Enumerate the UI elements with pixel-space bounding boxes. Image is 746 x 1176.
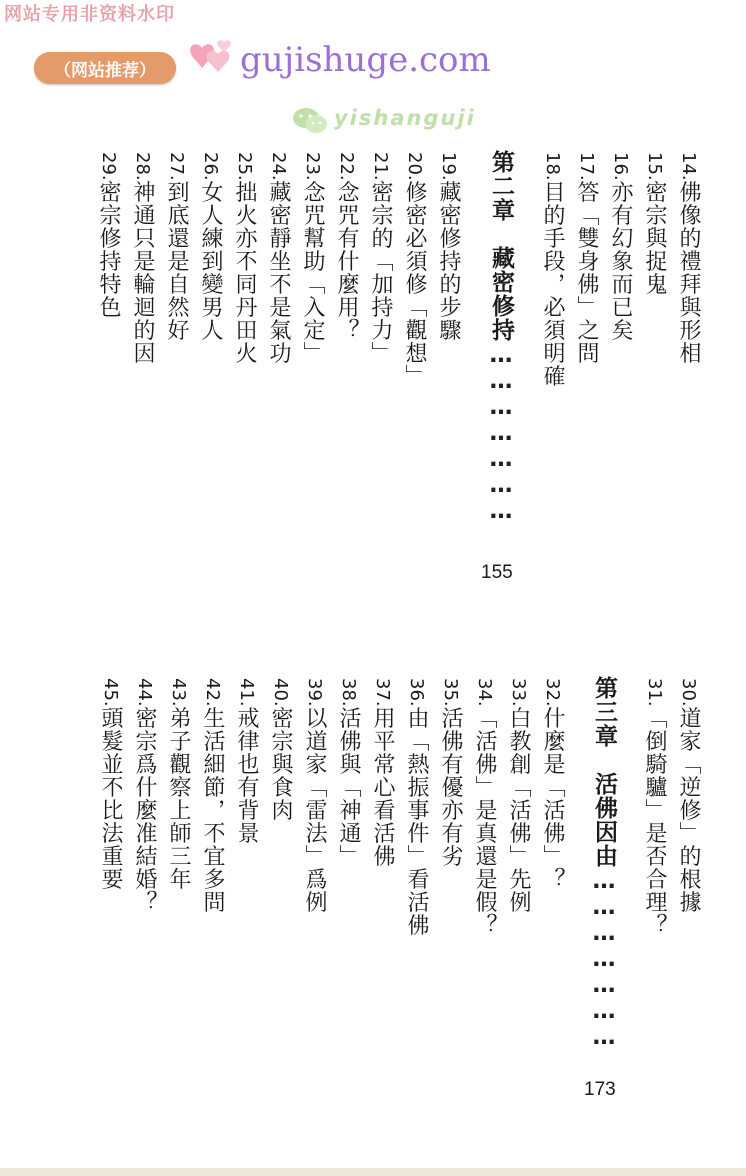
entry-title: 生活細節，不宜多問 [200, 706, 225, 914]
entry-title: 什麼是「活佛」？ [540, 706, 565, 891]
toc-entry-16[interactable] [605, 152, 635, 342]
toc-entry-36[interactable] [401, 678, 431, 937]
toc-entry-14[interactable] [673, 152, 703, 365]
entry-title: 目的手段，必須明確 [540, 180, 565, 388]
entry-number: 24. [268, 152, 289, 181]
toc-entry-28[interactable] [127, 152, 157, 365]
entry-number: 42. [202, 678, 223, 707]
entry-title: 密宗爲什麼准結婚？ [132, 706, 157, 914]
toc-entry-34[interactable] [469, 678, 499, 937]
chapter-2-page-number: 155 [481, 562, 513, 583]
site-url-link[interactable]: gujishuge.com [240, 40, 491, 80]
entry-number: 30. [678, 678, 699, 707]
entry-number: 19. [438, 152, 459, 181]
entry-title: 藏密修持的步驟 [436, 180, 461, 342]
toc-entry-45[interactable] [95, 678, 125, 891]
wechat-icon [292, 106, 328, 136]
entry-number: 44. [134, 678, 155, 707]
entry-title: 活佛與「神通」 [336, 706, 361, 868]
toc-entry-23[interactable] [297, 152, 327, 365]
entry-number: 39. [304, 678, 325, 707]
entry-number: 22. [336, 152, 357, 181]
entry-title: 密宗與捉鬼 [642, 180, 667, 296]
toc-entry-38[interactable] [333, 678, 363, 868]
toc-entry-29[interactable] [93, 152, 123, 319]
entry-title: 密宗的「加持力」 [368, 180, 393, 365]
entry-title: 答「雙身佛」之問 [574, 180, 599, 365]
hearts-icon [188, 38, 236, 82]
toc-entry-24[interactable] [263, 152, 293, 365]
wechat-id-text: yishanguji [334, 106, 476, 130]
entry-number: 15. [644, 152, 665, 181]
chapter-title: 第二章 藏密修持 [488, 150, 514, 342]
entry-title: 女人練到變男人 [198, 180, 223, 342]
entry-number: 38. [338, 678, 359, 707]
entry-title: 修密必須修「觀想」 [402, 180, 427, 388]
entry-title: 白教創「活佛」先例 [506, 706, 531, 914]
page-bottom-edge [0, 1168, 746, 1176]
entry-number: 28. [132, 152, 153, 181]
entry-number: 31. [644, 678, 665, 707]
toc-entry-43[interactable] [163, 678, 193, 891]
entry-title: 弟子觀察上師三年 [166, 706, 191, 891]
entry-title: 藏密靜坐不是氣功 [266, 180, 291, 365]
watermark-text: 网站专用非资料水印 [4, 4, 175, 25]
entry-title: 佛像的禮拜與形相 [676, 180, 701, 365]
entry-title: 念咒有什麼用？ [334, 180, 359, 342]
toc-entry-35[interactable] [435, 678, 465, 868]
leader-dots: ………………… [591, 868, 617, 1050]
entry-number: 40. [270, 678, 291, 707]
toc-entry-26[interactable] [195, 152, 225, 342]
toc-entry-39[interactable] [299, 678, 329, 914]
entry-number: 17. [576, 152, 597, 181]
entry-number: 27. [166, 152, 187, 181]
toc-entry-27[interactable] [161, 152, 191, 342]
toc-entry-25[interactable] [229, 152, 259, 365]
toc-entry-30[interactable] [673, 678, 703, 914]
entry-title: 到底還是自然好 [164, 180, 189, 342]
toc-entry-37[interactable] [367, 678, 397, 868]
toc-entry-40[interactable] [265, 678, 295, 822]
entry-title: 「倒騎驢」是否合理？ [642, 706, 667, 937]
entry-number: 26. [200, 152, 221, 181]
entry-title: 由「熱振事件」看活佛 [404, 706, 429, 937]
toc-entry-21[interactable] [365, 152, 395, 365]
entry-number: 18. [542, 152, 563, 181]
entry-title: 拙火亦不同丹田火 [232, 180, 257, 365]
toc-entry-32[interactable] [537, 678, 567, 891]
toc-entry-41[interactable] [231, 678, 261, 845]
entry-title: 用平常心看活佛 [370, 706, 395, 868]
toc-entry-42[interactable] [197, 678, 227, 914]
entry-number: 21. [370, 152, 391, 181]
entry-title: 「活佛」是真還是假？ [472, 706, 497, 937]
toc-entry-17[interactable] [571, 152, 601, 365]
entry-title: 神通只是輪迴的因 [130, 180, 155, 365]
entry-title: 念咒幫助「入定」 [300, 180, 325, 365]
chapter-3-heading[interactable] [589, 676, 619, 1076]
chapter-2-heading[interactable] [486, 150, 516, 560]
entry-title: 活佛有優亦有劣 [438, 706, 463, 868]
entry-title: 亦有幻象而已矣 [608, 180, 633, 342]
entry-number: 33. [508, 678, 529, 707]
toc-entry-44[interactable] [129, 678, 159, 914]
toc-entry-31[interactable] [639, 678, 669, 937]
chapter-title: 第三章 活佛因由 [591, 676, 617, 868]
toc-entry-15[interactable] [639, 152, 669, 296]
entry-number: 36. [406, 678, 427, 707]
entry-number: 16. [610, 152, 631, 181]
entry-title: 密宗修持特色 [96, 180, 121, 319]
entry-title: 以道家「雷法」爲例 [302, 706, 327, 914]
entry-number: 35. [440, 678, 461, 707]
entry-number: 29. [98, 152, 119, 181]
entry-number: 34. [474, 678, 495, 707]
entry-number: 41. [236, 678, 257, 707]
toc-entry-22[interactable] [331, 152, 361, 342]
entry-number: 23. [302, 152, 323, 181]
entry-number: 37. [372, 678, 393, 707]
entry-number: 43. [168, 678, 189, 707]
leader-dots: ………………… [488, 342, 514, 524]
toc-entry-19[interactable] [433, 152, 463, 342]
entry-number: 25. [234, 152, 255, 181]
entry-number: 14. [678, 152, 699, 181]
recommend-badge[interactable]: （网站推荐） [34, 52, 176, 84]
entry-title: 頭髮並不比法重要 [98, 706, 123, 891]
entry-title: 密宗與食肉 [268, 706, 293, 822]
entry-number: 45. [100, 678, 121, 707]
entry-number: 20. [404, 152, 425, 181]
entry-title: 戒律也有背景 [234, 706, 259, 845]
toc-entry-33[interactable] [503, 678, 533, 914]
entry-title: 道家「逆修」的根據 [676, 706, 701, 914]
entry-number: 32. [542, 678, 563, 707]
chapter-3-page-number: 173 [584, 1079, 616, 1100]
toc-entry-20[interactable] [399, 152, 429, 388]
toc-entry-18[interactable] [537, 152, 567, 388]
